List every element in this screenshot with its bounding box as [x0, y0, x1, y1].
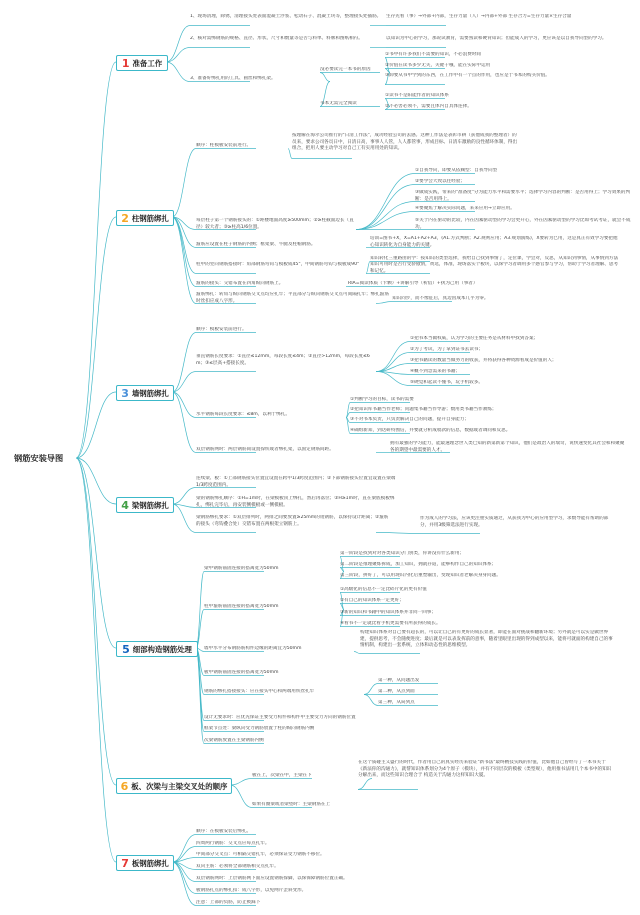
node-s4b: 梁的钢筋绑扎顺序：①H=1m时，在梁模板顶上绑扎，然后再落位；②H≥1m时，直在梁底模板绑扎，绑扎完毕后，再安装侧模板或一侧模板。: [196, 496, 395, 508]
node-s1c2a: ①读书不是阳能作者的知识体系: [385, 93, 449, 98]
link-s2b2: [356, 185, 415, 230]
node-s5b1: ①高级化的信息不一定比碎片化的更有价值: [340, 587, 427, 592]
link-s4b: [172, 504, 196, 508]
node-s1b: 2、核对需绑钢筋的规格、直径、形状、尺寸和数量等是否与料单、料牌和图纸相符。: [190, 36, 363, 41]
node-s1a1: 生存先看（事）→外部+内部，生存力量（人）→内部+外部 生存合力=生存力量×生存合量: [386, 14, 572, 19]
link-s1a: [166, 26, 190, 63]
node-s2b1: ①自我导向，即要从依赖型：自我导向型: [415, 168, 498, 173]
link-s5a: [196, 572, 204, 649]
node-s1b1: 以知识为中心的学习，那说试教育，需要熟读和硬背知识；但能成人的学习，更应该是以自我导向型的学习。: [386, 36, 607, 41]
link-s2a: [172, 149, 196, 218]
node-s2b3: ③做成实践，带来的"准备度"分为能力水平和需要水平；选择学习内容的判断：是否用得上；学习效果的判断：是否用得上。: [415, 190, 631, 202]
node-s5a2: 第二阶段是推理聚炼拆成，加工知识，拥就存道，能够构作自己的知识体系；: [340, 562, 497, 567]
node-s3d1: 拥有最强的学习能力，能最速理念世人类已知的新第新第个知识，他们是政治人的瑞奇，说快速变化其社会和和聚聚各的期望中最需要的人才。: [390, 441, 625, 453]
section-title: 板、次梁与主梁交叉处的顺序: [131, 781, 228, 791]
node-s6b: 如果有圈梁或者梁垫时：主梁钢筋在上: [252, 802, 331, 807]
node-s4c: 梁钢筋绑扎要求：①双层排列时，两排之间要放置≥25mm的短钢筋，以保持设计距离；②箍筋的接头（弯钩叠合处）交错布置在两根架立钢筋上。: [196, 515, 389, 527]
node-s3b: 垂直钢筋长度要求：①直径≤12mm，每段长度≤4m；②直径>12mm，每段长度≤6m；③≤层高+搭接长度。: [196, 354, 370, 366]
node-s3c1: ①判断学习的目标，读书的需要: [350, 397, 414, 402]
node-s2b: 每层柱子第一个钢筋接头的：①距楼地面高度≥500mm；②≥柱截面边长（直径）较大者；③≥柱高1/6位置。: [196, 218, 354, 230]
root-node: 钢筋安装导图: [14, 453, 64, 463]
node-s3d: 双层钢筋网时：两层钢筋间设置撑铁或者绑扎架，以固定钢筋间距。: [196, 447, 334, 452]
node-s2e1: RIA=阅读体质（卡颗）+讲解引导（析借）+执为己用（事者）: [348, 281, 478, 286]
node-s2f: 箍筋绑扎：转角与纵向钢筋交叉点均应扎牢；平直部分与纵向钢筋交叉点可间隔扎牢；绑扎箍筋时丝扣应成八字形。: [196, 292, 389, 304]
node-s2f1: 知识同步，而不像征后，真边因成本几乎为零。: [392, 296, 489, 301]
link-s3d: [172, 392, 196, 453]
node-s1c1b: ②价值在读书多少无关，关键干哦，能在实际中运用: [385, 63, 491, 68]
root-to-s1: [76, 62, 116, 458]
link-s3c: [172, 392, 196, 418]
section-number: 3: [121, 386, 129, 400]
node-s2d: 柱中的竖向钢筋搭接时：角部钢筋弯钩与模板成45°，中间钢筋弯钩与模板成90°: [196, 262, 360, 267]
link-s6a: [230, 779, 252, 786]
node-s1c: 3、准备好绑扎用的工具、圆丝和绑扎架。: [190, 76, 276, 81]
node-s5b4: ④看书不一定就比看手机更需要有所获得的成长。: [340, 621, 441, 626]
section-number: 1: [121, 56, 130, 70]
link-s2b3: [356, 202, 415, 230]
node-s2e: 箍筋的接头：交错布置在四角纵向钢筋上。: [196, 281, 284, 286]
node-s2c1: 培训=图书+X，X=A1+A2+A3，(A1.方式判断；A2.规则应用；A3.规划演练)，X要转为已用，这是真正有效学习要把他心知识转化为自身能力的关键。: [370, 236, 618, 248]
link-s2b4: [356, 212, 415, 230]
link-s2c: [172, 217, 196, 248]
section-title: 板钢筋绑扎: [131, 858, 169, 868]
node-s5f: 设计无要求时：应优先保证主要受力构件和构件中主要受力方向的钢筋位置: [204, 715, 356, 720]
node-s3b3: ③把书籍读的数量当做努力的收获，并将获得各种资源看成是价值的人；: [410, 358, 557, 363]
link-s4c: [172, 504, 196, 533]
root-to-s3: [76, 392, 116, 458]
node-s2c: 箍筋应设置在柱子钢筋的内侧；框架梁、牛腿及柱帽钢筋。: [196, 242, 316, 247]
node-s1c1a: ①书中有许多我们不需要的知识，不必浪费时间: [385, 52, 481, 57]
node-s3a: 顺序：模板安装前进行。: [196, 327, 247, 332]
node-s5e: 钢筋的绑扎搭接接头：应在接头中心和两端用铁丝扎牢: [204, 689, 315, 694]
node-s3c2: ②把知识库书籍当作老师；问题集书籍当作导游；数用类书籍当作教练；: [350, 407, 497, 412]
node-s4a: 连续梁、板：①上部钢筋接头位置宜设置在跨中1/3跨度范围内；②下部钢筋接头位置宜设置在梁端1/3跨度范围内。: [196, 476, 396, 488]
node-s5c: 墙中水平分布钢筋筋构件边缘的距离宜为50mm: [204, 646, 302, 651]
node-s5c1: 构建知识体系对自己要有超长的，可以让自己的有更好的成长显著，即能在面对挑战和翻新环境；另外就是可以实是做世界建，提供思考，不会随便进度；最后就是可以表发挥前的意事，随着里眼里出现的得到成型以来，能将可就面的构建自己的事情机制，构建出一套系统，立体和动态性的思维模型。: [360, 630, 613, 649]
root-to-s7: [76, 458, 116, 862]
node-s5e1: 第一种，从问题出发: [378, 678, 420, 683]
node-s5e3: 第三种，从局到点: [378, 700, 415, 705]
link-s7f: [172, 862, 196, 894]
section-s6: [116, 778, 232, 794]
link-s1b: [166, 48, 190, 63]
node-s5e2: 第二种，从点到面: [378, 689, 415, 694]
section-s7: [116, 855, 174, 871]
section-s4: [116, 497, 174, 513]
node-s5b: 柱中箍筋锚固连接的搭离宽为50mm: [204, 604, 279, 609]
node-s7a: 顺序：在模板安装后绑扎。: [196, 829, 252, 834]
root-to-s6: [76, 458, 116, 785]
link-s2e: [172, 217, 196, 287]
section-number: 6: [120, 779, 129, 793]
node-s6a1: 在这个质碰主义盛行的时代，作者用自己的真实经历来验证"新书法"最终精技实践的价值，比如他自己曾经写了一本书关于《新法你的沟通力》，就帮知识体系划分为4个原子（模块），并有不同层次的模板（类型规），他用推书法用几个本书中的知识分解出来，而这些知识合理合于 构造关于沟通力这样知识大厦。: [358, 760, 612, 779]
link-s3b5: [376, 372, 410, 386]
node-s2a: 顺序：柱模板安装前进行。: [196, 143, 252, 148]
node-s5h: 次梁钢筋放置在主梁钢筋内侧: [204, 738, 264, 743]
node-s1a: 1、现场清理，除锈，清理接头处表面混凝土浮浆、松动石子、混凝土块等，整理接头处插筋。: [190, 14, 382, 19]
section-number: 5: [122, 642, 130, 656]
link-s7g: [172, 862, 196, 906]
section-title: 墙钢筋绑扎: [131, 388, 169, 398]
node-s3c3: ③不对书本负责，只负责解决自己的问题，提升自身能力；: [350, 417, 469, 422]
node-s6a: 板在上，次梁在中，主梁在下: [252, 773, 312, 778]
section-title: 准备工作: [132, 58, 163, 68]
link-s6b: [230, 785, 252, 808]
link-s3b2: [376, 353, 410, 372]
section-number: 2: [121, 211, 129, 225]
node-s2b5: ⑤关于内在驱动的比较，内在因素驱动型的学习会更开心，外在因素驱动型的学习比如考试考证，就会不成功。: [415, 218, 631, 230]
link-s5e3: [364, 695, 378, 706]
link-s3a: [172, 333, 196, 393]
node-s5a3: 第三阶段，拼好了，可以用现识内化后重塑输出，变现知识者老解决身身问题。: [340, 573, 501, 578]
node-s5a1: 第一阶段是找到对对各类知识分门别类，你讲没有什么新用；: [340, 551, 465, 556]
node-s7d: 双向主筋：必须将全部钢筋相交点扎牢。: [196, 864, 279, 869]
node-s7f: 板钢筋扎点的绑扎扣：成八字形，以免网片歪斜变形。: [196, 888, 307, 893]
node-s1c2: 书本无需完全阅读: [320, 101, 357, 106]
node-s2b2: ②要学会大致以往经验；: [415, 179, 466, 184]
section-s5: [116, 641, 198, 657]
node-s3b4: ④概不到急需来的书籍；: [410, 369, 461, 374]
section-title: 细部构造钢筋处理: [132, 644, 192, 654]
node-s4c1: 作为成人的学习法，应该更注重实质通过，从获我为中心的应用型学习，求数导能有帮助的部分，并用3级筛选法进行实现。: [420, 516, 609, 528]
node-s5b2: ②有自己的知识体系一定更好；: [340, 598, 404, 603]
node-s7b: 四周两行钢筋：交叉点应每点扎牢。: [196, 841, 270, 846]
node-s3c: 水平钢筋每段长度要求：≤8m，以利于绑扎。: [196, 412, 290, 417]
section-number: 4: [121, 498, 129, 512]
section-title: 梁钢筋绑扎: [131, 500, 169, 510]
node-s3b5: ⑤硬觉和起读不懂书，玩手机较多。: [410, 380, 484, 385]
link-s2d: [172, 217, 196, 274]
link-s2b1: [356, 174, 415, 230]
node-s3b1: ①把书本当做权威，认为学习的主要任务是从材料中找到答案；: [410, 336, 539, 341]
node-s5d: 板中钢筋锚固连接的搭离宽为50mm: [204, 670, 279, 675]
node-s7c: 中间部分交叉点：可相隔交错扎牢，必须保证受力钢筋不移位。: [196, 852, 325, 857]
link-s3b: [172, 372, 196, 393]
section-s1: [116, 55, 168, 71]
node-s1c1c: ③卸要从书中学到的东西，在工作中有一个点的作用，也应是于书本的购买价值。: [385, 73, 550, 78]
node-s7g: 注意：上部的负筋，防止被踩下: [196, 900, 261, 905]
node-s2d1: 知识转化三重路由的学：按知识的类型选择，我给自己找到事情了，定位课，学会对，反思，从知识到事情，从事情到方法: [370, 256, 619, 261]
node-s2b4: ④要聚焦于解决实际问题，来来应用→立即应用。: [415, 206, 515, 211]
node-s2d2: 知识可用时是否行受骄傲情，黄选，体准，现场落实个板块，以保学习者调用多个感官参与学习，帮助于学习者理解、思考和记忆。: [370, 262, 619, 274]
section-s2: [116, 210, 174, 226]
link-s4a: [172, 488, 196, 505]
section-title: 柱钢筋绑扎: [131, 213, 169, 223]
node-s7e: 双层钢筋网时：上层钢筋网下面应设置钢筋撑脚，以保保障钢筋位置正确。: [196, 876, 348, 881]
link-s1c: [166, 62, 190, 82]
node-s2a1: 按理解在海尔公司推行的"日清工作法"，成功经验公司的去感。这种工作法是表彰市耕（获他成我的整理者）的员来，要求公司各员日中，日清日高，事事人人管，人人都管事，形成目标、日清车激励的良性循环体制，得出组合，把用人要主动学习对自己工有实用用处的知识。: [292, 133, 518, 152]
node-s3b2: ②为了考试，为了拿到证书去读书；: [410, 347, 484, 352]
node-s5b3: ③新的知识和书籍中的知识体系并非同一回事；: [340, 610, 436, 615]
node-s5a: 梁中钢筋锚固连接的搭离宽为50mm: [204, 566, 279, 571]
link-s5e1: [364, 684, 378, 695]
node-s3c4: ④确组新知，到达研特围信，并要就分析成收款的信息，数据或者调问和反思。: [350, 428, 511, 433]
link-s3b1: [376, 342, 410, 372]
link-s2f: [172, 217, 196, 304]
node-s1c1: 没必要读完一本书的原因: [320, 67, 371, 72]
section-s3: [116, 385, 174, 401]
section-number: 7: [121, 856, 129, 870]
node-s1c2b: ②不必害必须不，需要且体内自具体连择。: [385, 104, 472, 109]
node-s5g: 框架节点处：梁纵向受力钢筋放置于柱的纵向钢筋内侧: [204, 726, 315, 731]
